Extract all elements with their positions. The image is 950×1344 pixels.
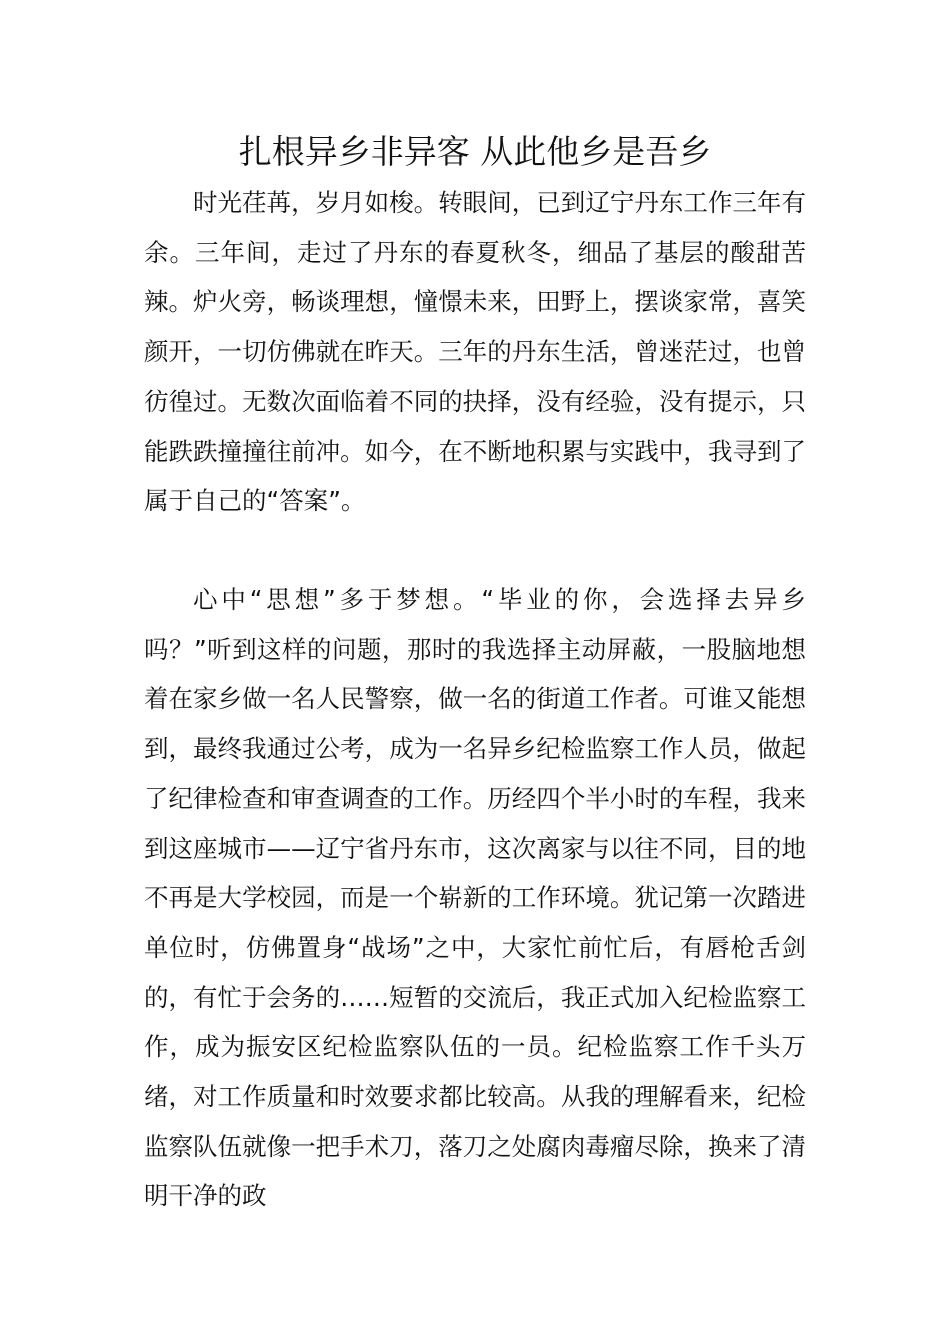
paragraph-thoughts: 心中“思想”多于梦想。“毕业的你，会选择去异乡吗？”听到这样的问题，那时的我选择主动屏蔽，一股脑地想着在家乡做一名人民警察，做一名的街道工作者。可谁又能想到，最终我通过公考，成为一名异乡纪检监察工作人员，做起了纪律检查和审查调查的工作。历经四个半小时的车程，我来到这座城市——辽宁省丹东市，这次离家与以往不同，目的地不再是大学校园，而是一个崭新的工作环境。犹记第一次踏进单位时，仿佛置身“战场”之中，大家忙前忙后，有唇枪舌剑的，有忙于会务的……短暂的交流后，我正式加入纪检监察工作，成为振安区纪检监察队伍的一员。纪检监察工作千头万绪，对工作质量和时效要求都比较高。从我的理解看来，纪检监察队伍就像一把手术刀，落刀之处腐肉毒瘤尽除，换来了清明干净的政 <box>144 585 806 1211</box>
document-title: 扎根异乡非异客 从此他乡是吾乡 <box>238 132 712 171</box>
paragraph-intro: 时光荏苒，岁月如梭。转眼间，已到辽宁丹东工作三年有余。三年间，走过了丹东的春夏秋冬，细品了基层的酸甜苦辣。炉火旁，畅谈理想，憧憬未来，田野上，摆谈家常，喜笑颜开，一切仿佛就在昨天。三年的丹东生活，曾迷茫过，也曾彷徨过。无数次面临着不同的抉择，没有经验，没有提示，只能跌跌撞撞往前冲。如今，在不断地积累与实践中，我寻到了属于自己的“答案”。 <box>144 188 806 516</box>
